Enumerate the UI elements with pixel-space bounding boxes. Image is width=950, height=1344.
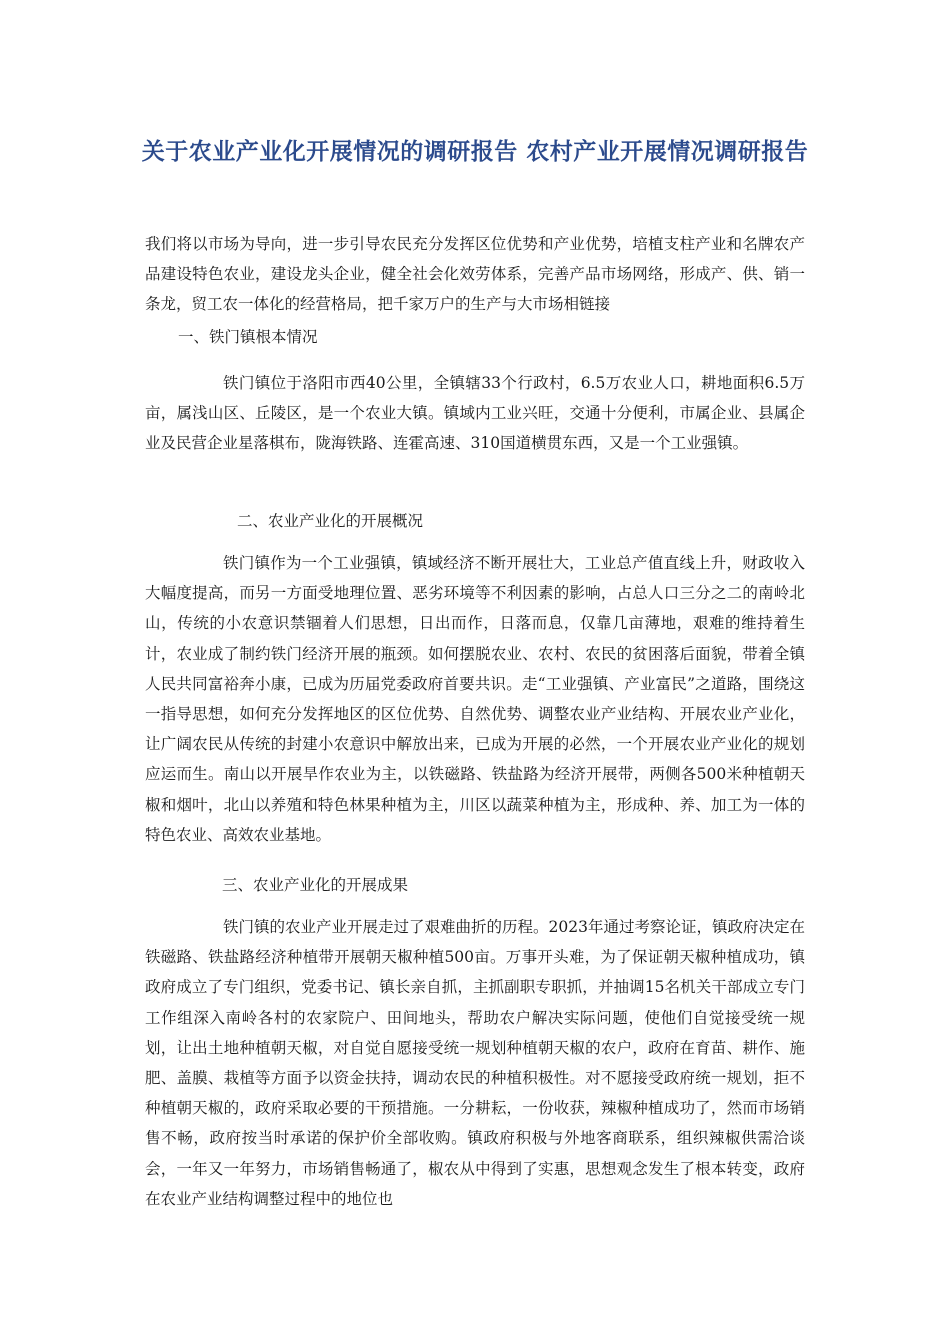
section-paragraph-2: 铁门镇作为一个工业强镇，镇域经济不断开展壮大，工业总产值直线上升，财政收入大幅度提高，而另一方面受地理位置、恶劣环境等不利因素的影响，占总人口三分之二的南岭北山，传统的小农意识禁锢着人们思想，日出而作，日落而息，仅靠几亩薄地，艰难的维持着生计，农业成了制约铁门经济开展的瓶颈。如何摆脱农业、农村、农民的贫困落后面貌，带着全镇人民共同富裕奔小康，已成为历届党委政府首要共识。走“工业强镇、产业富民”之道路，围绕这一指导思想，如何充分发挥地区的区位优势、自然优势、调整农业产业结构、开展农业产业化，让广阔农民从传统的封建小农意识中解放出来，已成为开展的必然，一个开展农业产业化的规划应运而生。南山以开展旱作农业为主，以铁磁路、铁盐路为经济开展带，两侧各500米种植朝天椒和烟叶，北山以养殖和特色林果种植为主，川区以蔬菜种植为主，形成种、养、加工为一体的特色农业、高效农业基地。: [145, 554, 805, 844]
intro-paragraph: 我们将以市场为导向，进一步引导农民充分发挥区位优势和产业优势，培植支柱产业和名牌农产品建设特色农业，建设龙头企业，健全社会化效劳体系，完善产品市场网络，形成产、供、销一条龙，贸工农一体化的经营格局，把千家万户的生产与大市场相链接: [145, 235, 805, 314]
section-heading-2: 二、农业产业化的开展概况: [237, 512, 424, 530]
section-paragraph-3: 铁门镇的农业产业开展走过了艰难曲折的历程。2023年通过考察论证，镇政府决定在铁磁路、铁盐路经济种植带开展朝天椒种植500亩。万事开头难，为了保证朝天椒种植成功，镇政府成立了专门组织，党委书记、镇长亲自抓，主抓副职专职抓，并抽调15名机关干部成立专门工作组深入南岭各村的农家院户、田间地头，帮助农户解决实际问题，使他们自觉接受统一规划，让出土地种植朝天椒，对自觉自愿接受统一规划种植朝天椒的农户，政府在育苗、耕作、施肥、盖膜、栽植等方面予以资金扶持，调动农民的种植积极性。对不愿接受政府统一规划，拒不种植朝天椒的，政府采取必要的干预措施。一分耕耘，一份收获，辣椒种植成功了，然而市场销售不畅，政府按当时承诺的保护价全部收购。镇政府积极与外地客商联系，组织辣椒供需洽谈会，一年又一年努力，市场销售畅通了，椒农从中得到了实惠，思想观念发生了根本转变，政府在农业产业结构调整过程中的地位也: [145, 918, 805, 1208]
document-title: 关于农业产业化开展情况的调研报告 农村产业开展情况调研报告: [141, 139, 809, 165]
section-paragraph-1: 铁门镇位于洛阳市西40公里，全镇辖33个行政村，6.5万农业人口，耕地面积6.5万亩，属浅山区、丘陵区，是一个农业大镇。镇域内工业兴旺，交通十分便利，市属企业、县属企业及民营企业星落棋布，陇海铁路、连霍高速、310国道横贯东西，又是一个工业强镇。: [145, 374, 805, 453]
section-heading-3: 三、农业产业化的开展成果: [222, 876, 409, 894]
section-heading-1: 一、铁门镇根本情况: [178, 328, 318, 346]
